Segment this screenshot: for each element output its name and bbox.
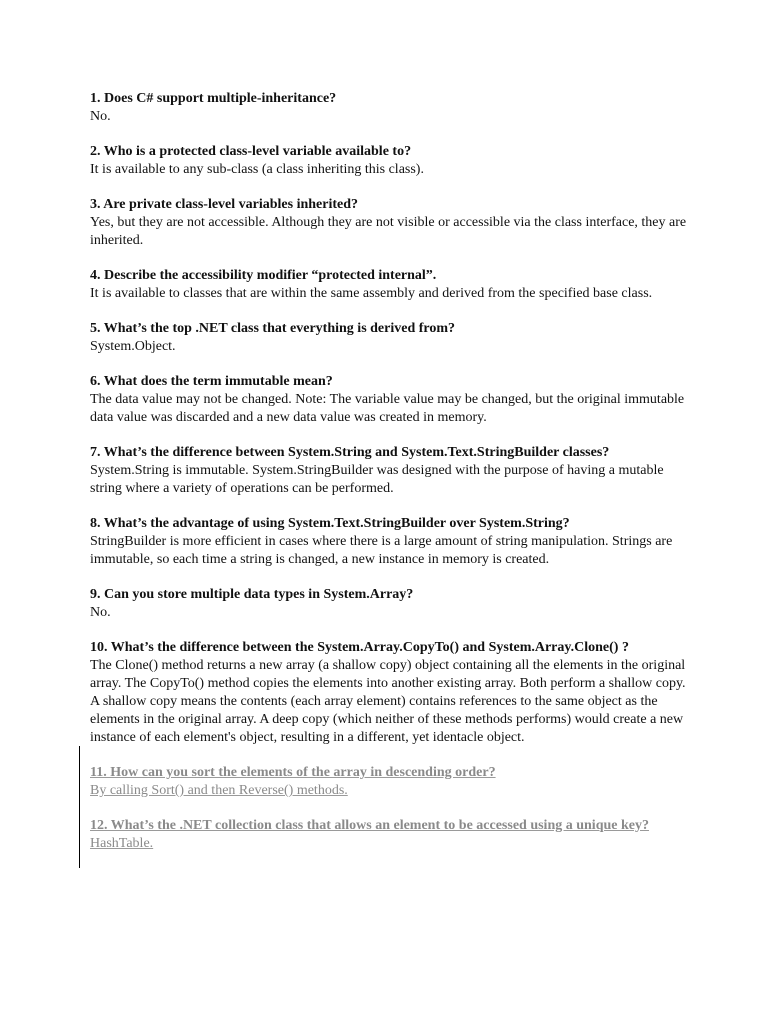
question-12: 12. What’s the .NET collection class that allows an element to be accessed using a unique key? bbox=[90, 818, 649, 833]
tracked-changes-group bbox=[90, 764, 690, 853]
question-1: 1. Does C# support multiple-inheritance? bbox=[90, 91, 337, 106]
qa-item-1 bbox=[90, 90, 690, 126]
qa-item-11 bbox=[90, 764, 690, 800]
qa-item-4 bbox=[90, 267, 690, 303]
question-11: 11. How can you sort the elements of the array in descending order? bbox=[90, 765, 496, 780]
qa-item-10 bbox=[90, 639, 690, 747]
question-4: 4. Describe the accessibility modifier “protected internal”. bbox=[90, 268, 437, 283]
question-8: 8. What’s the advantage of using System.Text.StringBuilder over System.String? bbox=[90, 516, 570, 531]
question-7: 7. What’s the difference between System.String and System.Text.StringBuilder classes? bbox=[90, 445, 610, 460]
answer-3: Yes, but they are not accessible. Although they are not visible or accessible via the class interface, they are inherited. bbox=[90, 215, 687, 248]
answer-5: System.Object. bbox=[90, 339, 176, 354]
question-3: 3. Are private class-level variables inherited? bbox=[90, 197, 359, 212]
question-9: 9. Can you store multiple data types in System.Array? bbox=[90, 587, 414, 602]
answer-9: No. bbox=[90, 605, 111, 620]
answer-1: No. bbox=[90, 109, 111, 124]
answer-8: StringBuilder is more efficient in cases where there is a large amount of string manipulation. Strings are immutable, so each time a string is changed, a new instance in memory is created. bbox=[90, 534, 673, 567]
answer-10: The Clone() method returns a new array (a shallow copy) object containing all the elements in the original array. The CopyTo() method copies the elements into another existing array. Both perform a shallow copy. A shallow copy means the contents (each array element) contains references to the same object as the elements in the original array. A deep copy (which neither of these methods performs) would create a new instance of each element's object, resulting in a different, yet identacle object. bbox=[90, 658, 686, 745]
question-2: 2. Who is a protected class-level variable available to? bbox=[90, 144, 412, 159]
qa-item-12 bbox=[90, 817, 690, 853]
answer-6: The data value may not be changed. Note: The variable value may be changed, but the original immutable data value was discarded and a new data value was created in memory. bbox=[90, 392, 685, 425]
answer-7: System.String is immutable. System.StringBuilder was designed with the purpose of having a mutable string where a variety of operations can be performed. bbox=[90, 463, 664, 496]
answer-12: HashTable. bbox=[90, 836, 154, 851]
qa-item-2 bbox=[90, 143, 690, 179]
change-bar bbox=[79, 746, 80, 868]
answer-2: It is available to any sub-class (a class inheriting this class). bbox=[90, 162, 424, 177]
answer-11: By calling Sort() and then Reverse() methods. bbox=[90, 783, 348, 798]
qa-item-5 bbox=[90, 320, 690, 356]
question-5: 5. What’s the top .NET class that everything is derived from? bbox=[90, 321, 456, 336]
answer-4: It is available to classes that are within the same assembly and derived from the specified base class. bbox=[90, 286, 653, 301]
qa-item-8 bbox=[90, 515, 690, 569]
document-page bbox=[90, 90, 690, 870]
qa-item-7 bbox=[90, 444, 690, 498]
qa-item-6 bbox=[90, 373, 690, 427]
question-10: 10. What’s the difference between the System.Array.CopyTo() and System.Array.Clone() ? bbox=[90, 640, 629, 655]
qa-item-3 bbox=[90, 196, 690, 250]
question-6: 6. What does the term immutable mean? bbox=[90, 374, 333, 389]
qa-item-9 bbox=[90, 586, 690, 622]
